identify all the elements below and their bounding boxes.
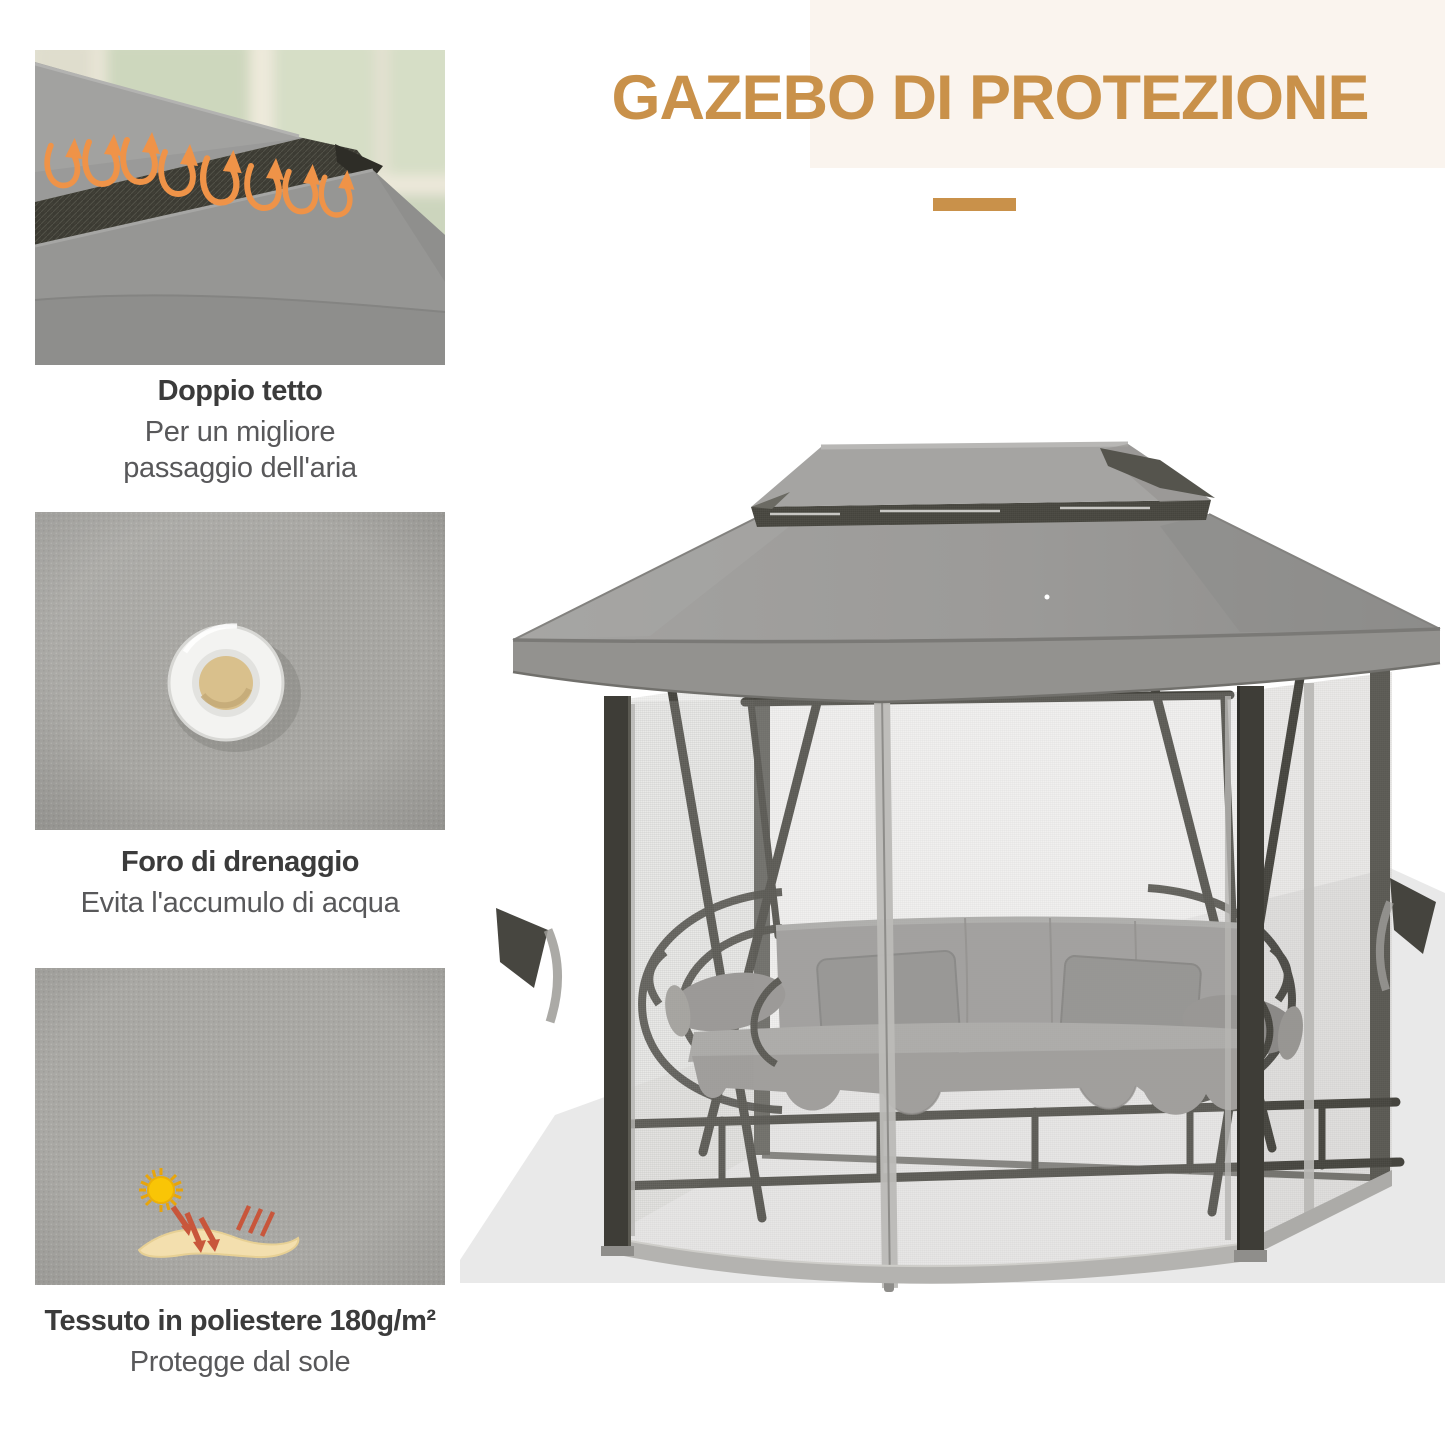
feature-heading: Doppio tetto (157, 375, 323, 407)
canopy-main-roof (513, 514, 1440, 642)
title-underline (933, 198, 1016, 211)
feature-heading: Tessuto in poliestere 180g/m² (44, 1305, 436, 1337)
feature-caption (35, 1305, 445, 1380)
feature-description: Per un migliore passaggio dell'aria (123, 416, 357, 484)
feature-photo-double-roof (35, 50, 445, 365)
feature-photo-drainage (35, 512, 445, 830)
feature-description: Evita l'accumulo di acqua (80, 887, 400, 919)
mesh-texture (607, 672, 1392, 1271)
feature-drainage-hole (35, 512, 445, 921)
canopy-top-tier (751, 444, 1215, 509)
feature-polyester-fabric (35, 968, 445, 1380)
feature-caption (35, 375, 445, 486)
feature-caption (35, 846, 445, 921)
product-photo-gazebo-swing (460, 380, 1445, 1330)
feature-description: Protegge dal sole (129, 1346, 351, 1378)
feature-photo-fabric-sun (35, 968, 445, 1285)
feature-double-roof (35, 50, 445, 486)
feature-heading: Foro di drenaggio (121, 846, 359, 878)
page-title: GAZEBO DI PROTEZIONE (611, 63, 1369, 133)
